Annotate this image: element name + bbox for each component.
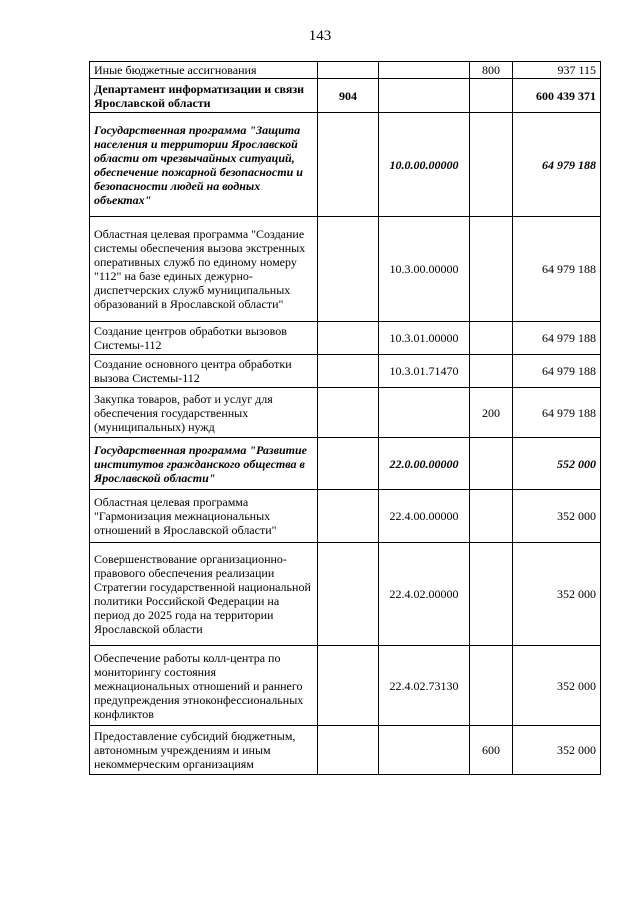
page-number: 143 <box>308 28 332 44</box>
row-csr: 22.0.00.00000 <box>379 438 470 490</box>
row-ministry <box>318 490 379 543</box>
row-vr <box>470 113 513 217</box>
row-name: Создание основного центра обработки вызова Системы-112 <box>90 355 318 388</box>
row-name: Создание центров обработки вызовов Системы-112 <box>90 322 318 355</box>
table-row <box>90 322 601 355</box>
table-row <box>90 543 601 646</box>
row-csr: 10.3.01.71470 <box>379 355 470 388</box>
row-amount: 352 000 <box>513 726 601 775</box>
row-amount: 64 979 188 <box>513 355 601 388</box>
row-amount: 937 115 <box>513 62 601 79</box>
row-csr <box>379 388 470 438</box>
row-ministry <box>318 388 379 438</box>
row-vr <box>470 217 513 322</box>
table-row <box>90 62 601 79</box>
row-name: Департамент информатизации и связи Ярославской области <box>90 79 318 113</box>
row-name: Государственная программа "Развитие институтов гражданского общества в Ярославской области" <box>90 438 318 490</box>
row-csr: 10.3.00.00000 <box>379 217 470 322</box>
row-csr <box>379 79 470 113</box>
row-vr <box>470 438 513 490</box>
row-vr: 800 <box>470 62 513 79</box>
row-ministry <box>318 62 379 79</box>
row-ministry <box>318 217 379 322</box>
table-row <box>90 726 601 775</box>
row-vr <box>470 79 513 113</box>
row-amount: 352 000 <box>513 490 601 543</box>
table-row <box>90 79 601 113</box>
table-row <box>90 490 601 543</box>
row-ministry <box>318 438 379 490</box>
row-ministry: 904 <box>318 79 379 113</box>
row-vr <box>470 646 513 726</box>
table-row <box>90 438 601 490</box>
row-ministry <box>318 726 379 775</box>
row-ministry <box>318 322 379 355</box>
row-csr: 22.4.02.00000 <box>379 543 470 646</box>
row-ministry <box>318 113 379 217</box>
table-row <box>90 355 601 388</box>
row-name: Государственная программа "Защита населения и территории Ярославской области от чрезвычайных ситуаций, обеспечение пожарной безопасности и безопасности людей на водных объектах" <box>90 113 318 217</box>
row-name: Закупка товаров, работ и услуг для обеспечения государственных (муниципальных) нужд <box>90 388 318 438</box>
row-amount: 600 439 371 <box>513 79 601 113</box>
row-vr <box>470 355 513 388</box>
row-amount: 64 979 188 <box>513 322 601 355</box>
row-amount: 352 000 <box>513 543 601 646</box>
row-csr: 10.0.00.00000 <box>379 113 470 217</box>
row-amount: 64 979 188 <box>513 388 601 438</box>
budget-table <box>89 61 601 775</box>
row-vr: 600 <box>470 726 513 775</box>
row-csr: 10.3.01.00000 <box>379 322 470 355</box>
row-ministry <box>318 646 379 726</box>
row-name: Иные бюджетные ассигнования <box>90 62 318 79</box>
row-vr <box>470 322 513 355</box>
row-csr: 22.4.02.73130 <box>379 646 470 726</box>
row-vr <box>470 543 513 646</box>
table-row <box>90 388 601 438</box>
row-amount: 352 000 <box>513 646 601 726</box>
row-csr <box>379 726 470 775</box>
row-name: Обеспечение работы колл-центра по мониторингу состояния межнациональных отношений и раннего предупреждения этноконфессиональных конфликтов <box>90 646 318 726</box>
row-amount: 552 000 <box>513 438 601 490</box>
row-amount: 64 979 188 <box>513 217 601 322</box>
row-vr: 200 <box>470 388 513 438</box>
table-row <box>90 217 601 322</box>
row-vr <box>470 490 513 543</box>
row-csr: 22.4.00.00000 <box>379 490 470 543</box>
table-row <box>90 646 601 726</box>
row-csr <box>379 62 470 79</box>
row-name: Совершенствование организационно-правового обеспечения реализации Стратегии государственной национальной политики Российской Федерации на период до 2025 года на территории Ярославской области <box>90 543 318 646</box>
row-name: Областная целевая программа "Создание системы обеспечения вызова экстренных оперативных служб по единому номеру "112" на базе единых дежурно-диспетчерских служб муниципальных образований в Ярославской области" <box>90 217 318 322</box>
row-name: Предоставление субсидий бюджетным, автономным учреждениям и иным некоммерческим организациям <box>90 726 318 775</box>
row-name: Областная целевая программа "Гармонизация межнациональных отношений в Ярославской области" <box>90 490 318 543</box>
row-ministry <box>318 543 379 646</box>
row-ministry <box>318 355 379 388</box>
table-row <box>90 113 601 217</box>
row-amount: 64 979 188 <box>513 113 601 217</box>
